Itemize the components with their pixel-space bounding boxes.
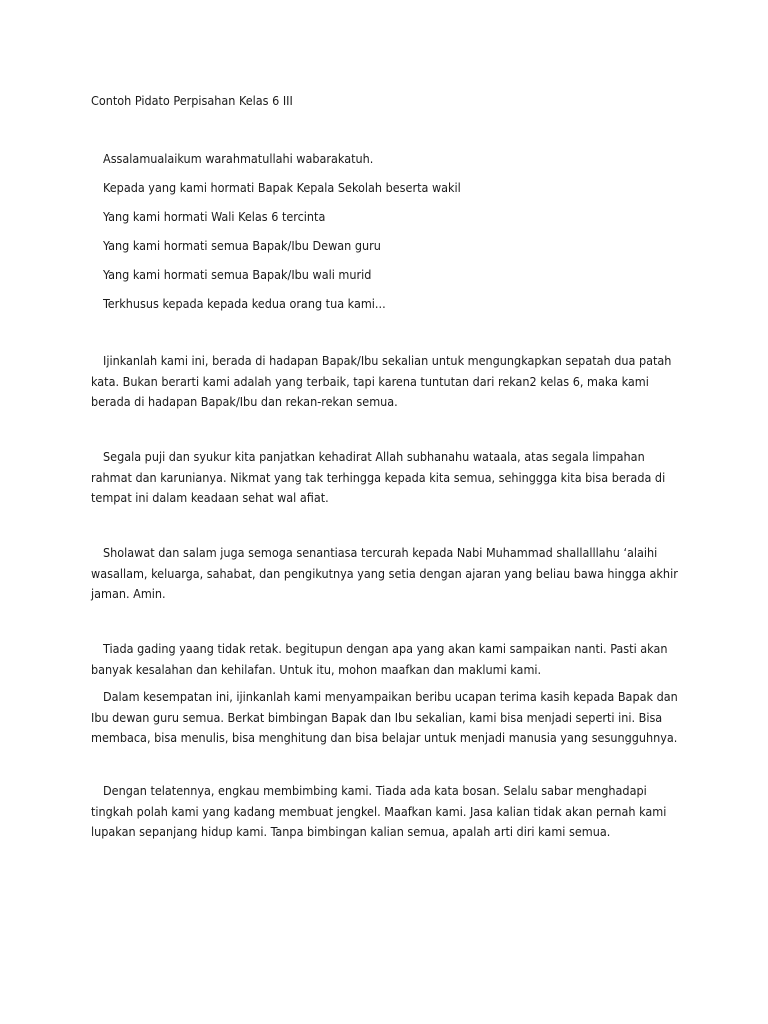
document-title: Contoh Pidato Perpisahan Kelas 6 III — [91, 93, 293, 108]
greeting-kepala-sekolah: Kepada yang kami hormati Bapak Kepala Sekolah beserta wakil — [103, 180, 461, 195]
paragraph-sholawat: Sholawat dan salam juga semoga senantiasa tercurah kepada Nabi Muhammad shallalllahu ‘alaihi wasallam, keluarga, sahabat, dan pengikutnya yang setia dengan ajaran yang beliau bawa hingga akhir jaman. Amin. — [91, 545, 678, 601]
paragraph-permohonan-maaf: Tiada gading yaang tidak retak. begitupun dengan apa yang akan kami sampaikan nanti. Pasti akan banyak kesalahan dan kehilafan. Untuk itu, mohon maafkan dan maklumi kami. — [91, 641, 668, 677]
paragraph-puji-syukur: Segala puji dan syukur kita panjatkan kehadirat Allah subhanahu wataala, atas segala limpahan rahmat dan karunianya. Nikmat yang tak terhingga kepada kita semua, sehinggga kita bisa berada di tempat ini dalam keadaan sehat wal afiat. — [91, 449, 666, 505]
greeting-wali-kelas: Yang kami hormati Wali Kelas 6 tercinta — [103, 209, 326, 224]
greeting-wali-murid: Yang kami hormati semua Bapak/Ibu wali murid — [103, 267, 372, 282]
paragraph-terima-kasih: Dalam kesempatan ini, ijinkanlah kami menyampaikan beribu ucapan terima kasih kepada Bapak dan Ibu dewan guru semua. Berkat bimbingan Bapak dan Ibu sekalian, kami bisa menjadi seperti ini. Bisa membaca, bisa menulis, bisa menghitung dan bisa belajar untuk menjadi manusia yang sesungguhnya. — [91, 689, 678, 745]
greeting-salam: Assalamualaikum warahmatullahi wabarakatuh. — [103, 151, 374, 166]
paragraph-introduction: Ijinkanlah kami ini, berada di hadapan Bapak/Ibu sekalian untuk mengungkapkan sepatah dua patah kata. Bukan berarti kami adalah yang terbaik, tapi karena tuntutan dari rekan2 kelas 6, maka kami berada di hadapan Bapak/Ibu dan rekan-rekan semua. — [91, 353, 672, 409]
greeting-dewan-guru: Yang kami hormati semua Bapak/Ibu Dewan guru — [103, 238, 381, 253]
paragraph-jasa-guru: Dengan telatennya, engkau membimbing kami. Tiada ada kata bosan. Selalu sabar menghadapi tingkah polah kami yang kadang membuat jengkel. Maafkan kami. Jasa kalian tidak akan pernah kami lupakan sepanjang hidup kami. Tanpa bimbingan kalian semua, apalah arti diri kami semua. — [91, 783, 667, 839]
greeting-orang-tua: Terkhusus kepada kepada kedua orang tua kami... — [103, 296, 386, 311]
